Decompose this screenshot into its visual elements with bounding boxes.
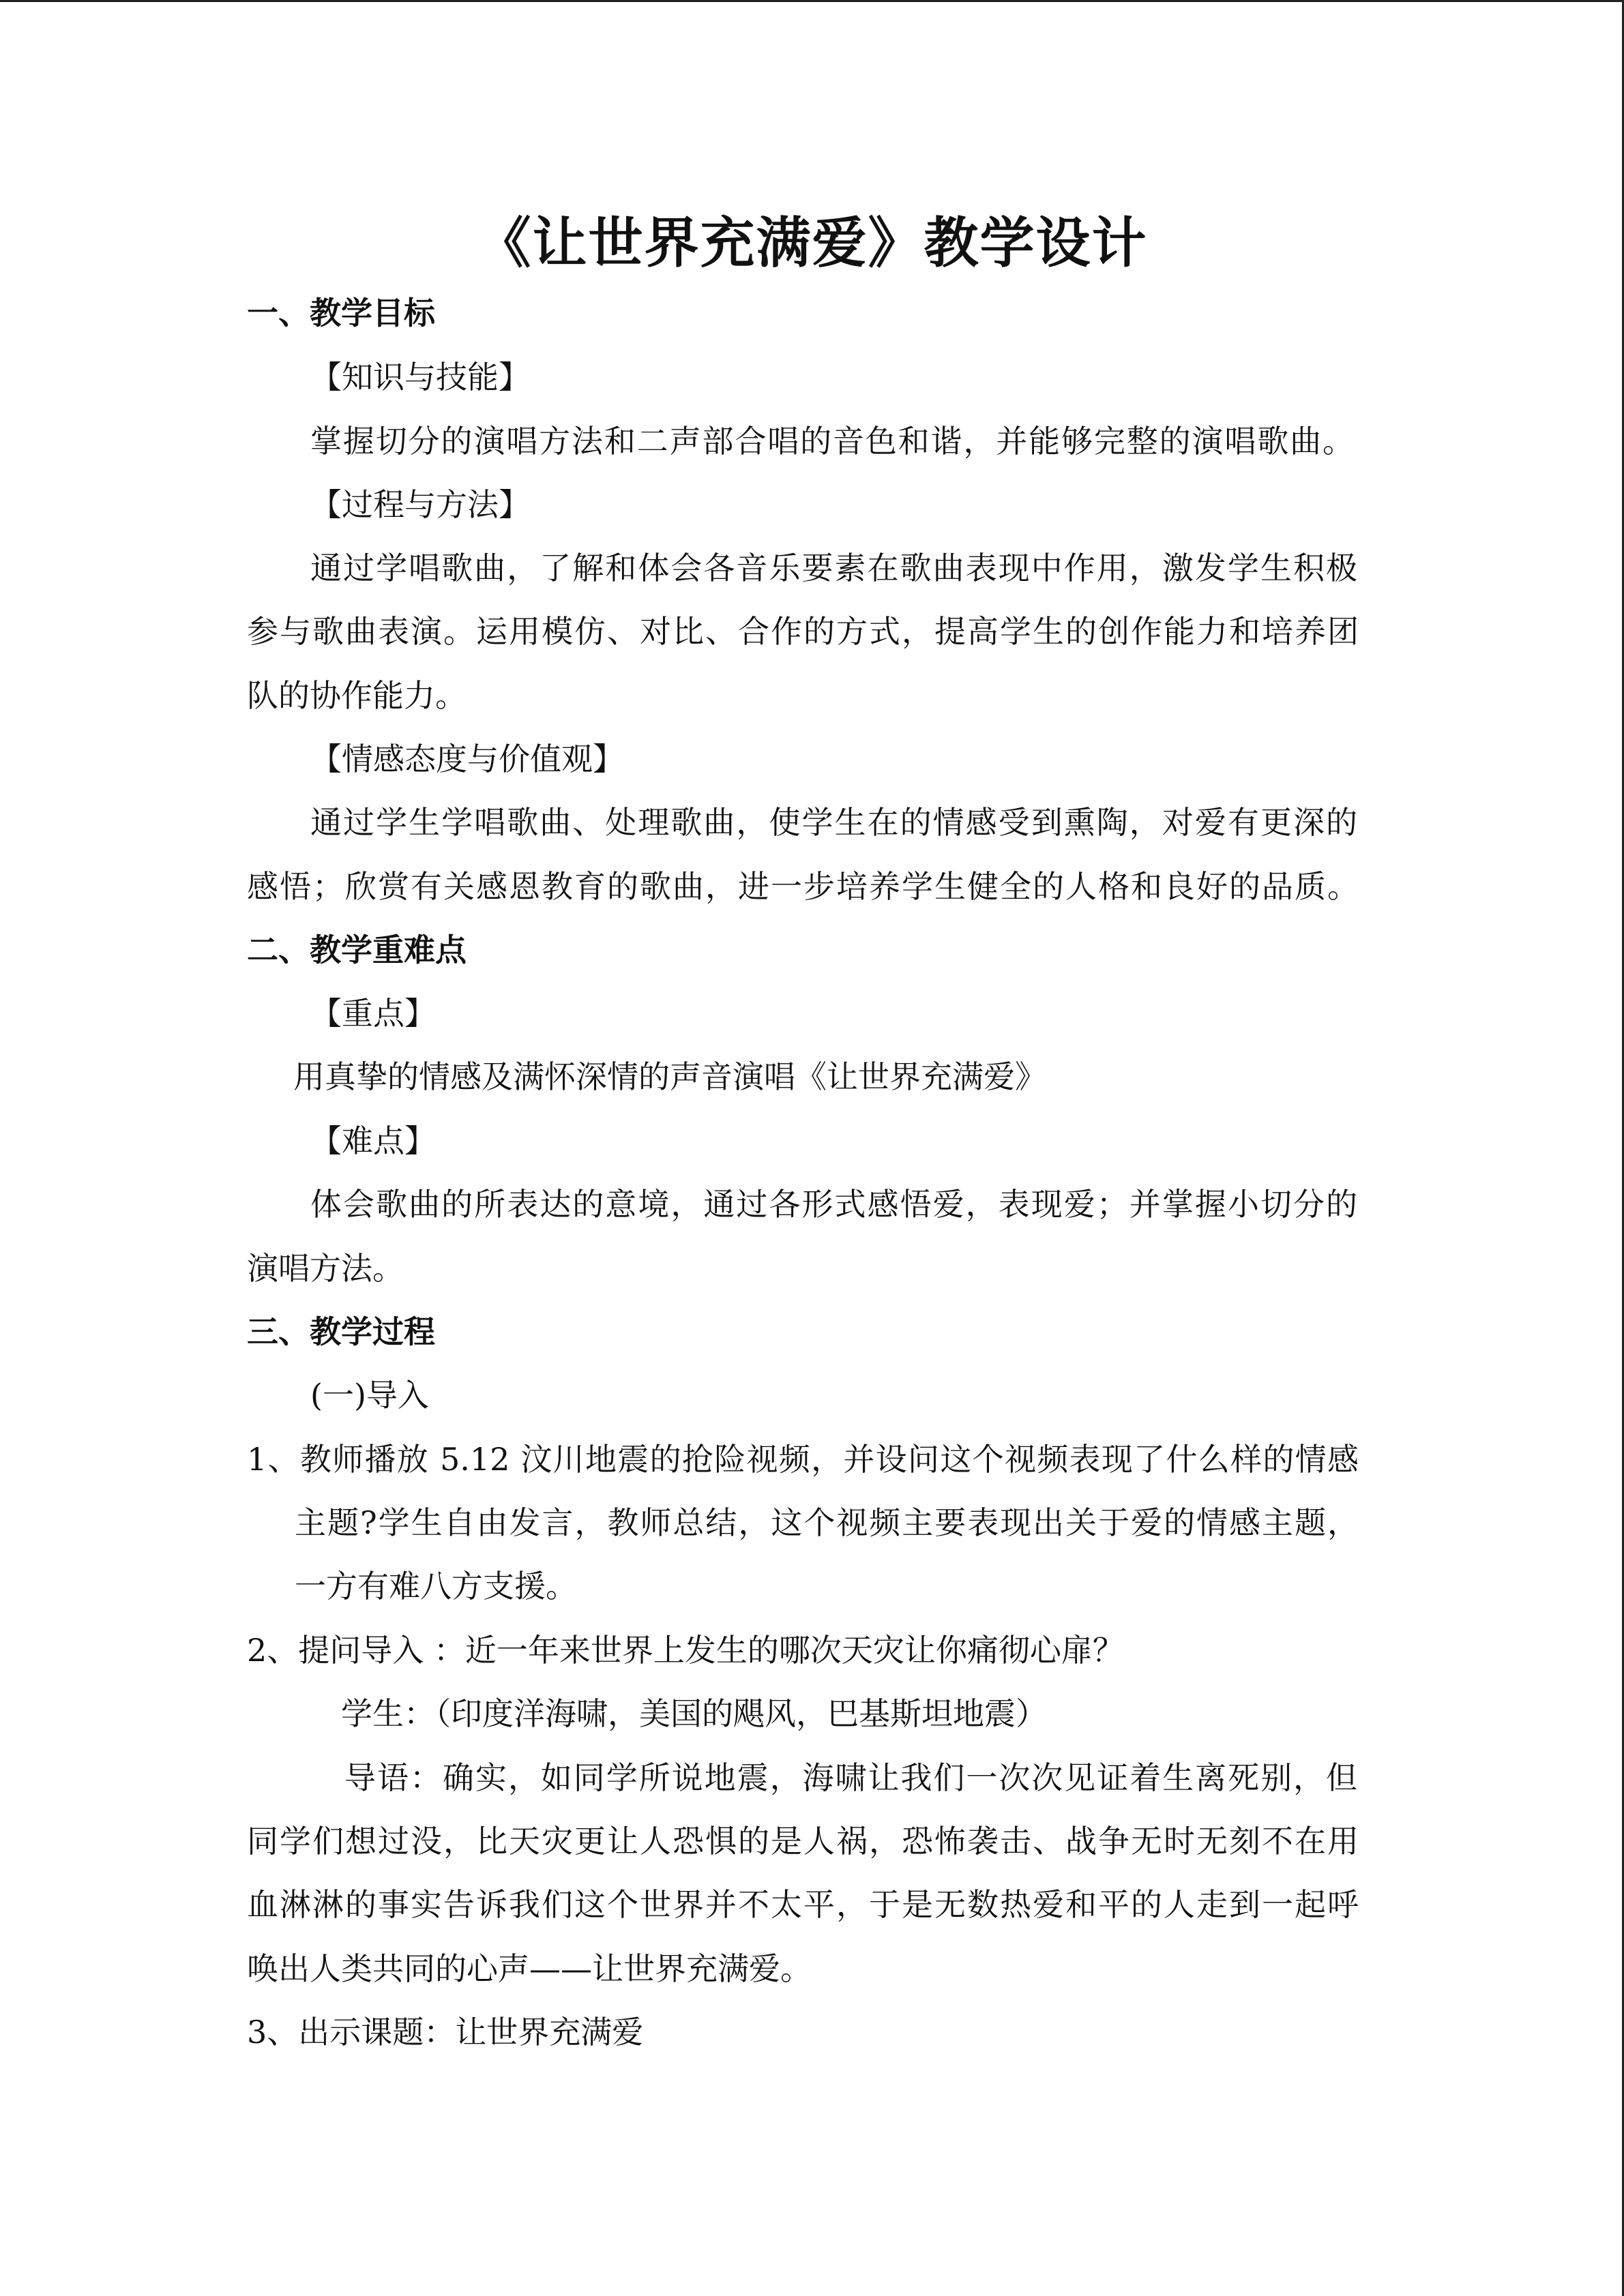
guide-line-3: 血淋淋的事实告诉我们这个世界并不太平，于是无数热爱和平的人走到一起呼	[247, 1886, 1359, 1923]
student-response: 学生：（印度洋海啸，美国的飓风，巴基斯坦地震）	[341, 1695, 1047, 1732]
paragraph-difficulty-line-2: 演唱方法。	[247, 1250, 404, 1287]
list-item-1-line-3: 一方有难八方支援。	[295, 1568, 577, 1605]
paragraph-key: 用真挚的情感及满怀深情的声音演唱《让世界充满爱》	[293, 1058, 1046, 1095]
subheading-knowledge-skills: 【知识与技能】	[310, 359, 530, 396]
document-title: 《让世界充满爱》教学设计	[476, 211, 1148, 275]
section-heading-process: 三、教学过程	[247, 1313, 435, 1350]
guide-line-1: 导语：确实，如同学所说地震，海啸让我们一次次见证着生离死别，但	[344, 1759, 1357, 1796]
paragraph-process-line-1: 通过学唱歌曲，了解和体会各音乐要素在歌曲表现中作用，激发学生积极	[310, 550, 1357, 586]
list-item-2: 2、提问导入 ：近一年来世界上发生的哪次天灾让你痛彻心扉？	[247, 1632, 1124, 1669]
section-heading-key-points: 二、教学重难点	[247, 931, 467, 968]
guide-line-4: 唤出人类共同的心声——让世界充满爱。	[247, 1950, 812, 1987]
list-item-3: 3、出示课题：让世界充满爱	[247, 2014, 644, 2051]
subheading-process-method: 【过程与方法】	[310, 486, 530, 523]
paragraph-emotion-line-1: 通过学生学唱歌曲、处理歌曲，使学生在的情感受到熏陶，对爱有更深的	[310, 804, 1357, 841]
list-item-1-line-2: 主题?学生自由发言，教师总结，这个视频主要表现出关于爱的情感主题，	[295, 1504, 1359, 1541]
guide-line-2: 同学们想过没，比天灾更让人恐惧的是人祸，恐怖袭击、战争无时无刻不在用	[247, 1823, 1359, 1860]
paragraph-process-line-2: 参与歌曲表演。运用模仿、对比、合作的方式，提高学生的创作能力和培养团	[247, 613, 1359, 650]
paragraph-difficulty-line-1: 体会歌曲的所表达的意境，通过各形式感悟爱，表现爱；并掌握小切分的	[310, 1186, 1357, 1223]
paragraph-emotion-line-2: 感悟；欣赏有关感恩教育的歌曲，进一步培养学生健全的人格和良好的品质。	[247, 868, 1359, 905]
subheading-key: 【重点】	[310, 995, 436, 1032]
subheading-emotion-values: 【情感态度与价值观】	[310, 741, 624, 777]
paragraph-knowledge: 掌握切分的演唱方法和二声部合唱的音色和谐，并能够完整的演唱歌曲。	[310, 423, 1354, 460]
list-item-1-line-1: 1、教师播放 5.12 汶川地震的抢险视频，并设问这个视频表现了什么样的情感	[247, 1441, 1359, 1478]
subheading-difficulty: 【难点】	[310, 1122, 436, 1159]
paragraph-process-line-3: 队的协作能力。	[247, 677, 467, 714]
subheading-introduction: (一)导入	[310, 1377, 429, 1414]
section-heading-objectives: 一、教学目标	[247, 295, 435, 331]
